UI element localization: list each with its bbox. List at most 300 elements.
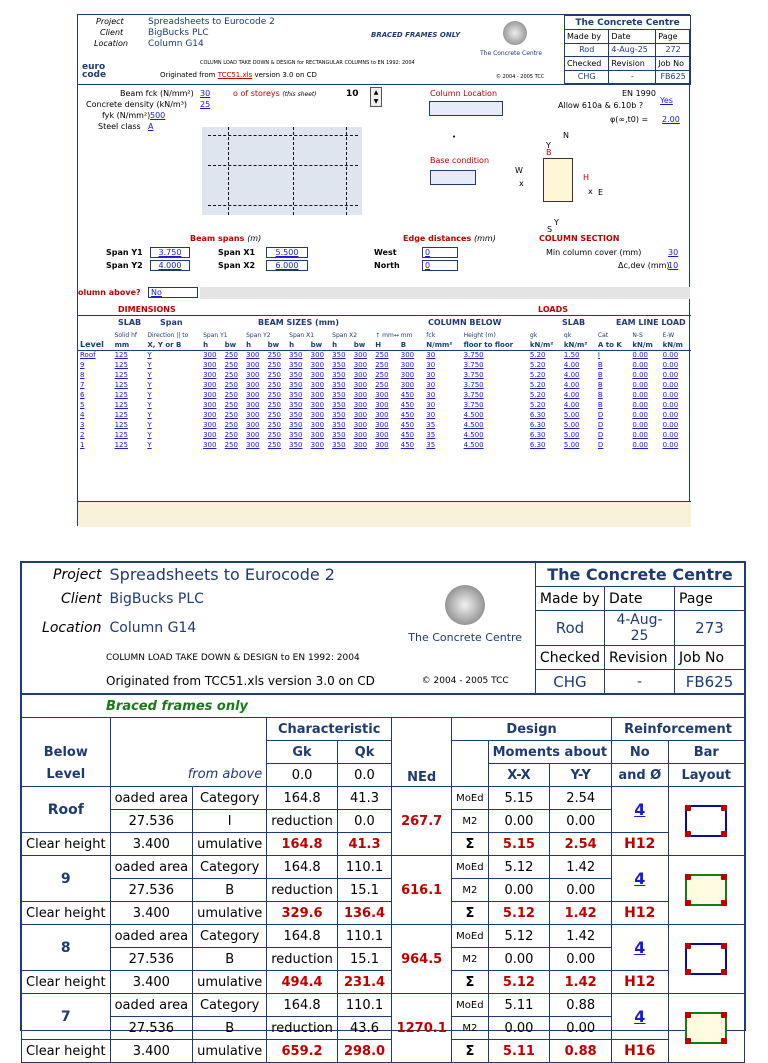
cell-input[interactable]: 125	[114, 381, 128, 389]
rebar-layout-icon	[683, 1010, 729, 1046]
cell-input[interactable]: 300	[375, 401, 389, 409]
cell-input[interactable]: 300	[310, 421, 325, 429]
table-row	[78, 370, 691, 380]
sum-y: 2.54	[550, 833, 612, 856]
footer-band	[78, 501, 691, 527]
rebar-layout-icon	[683, 872, 729, 908]
cell-input[interactable]: 0.00	[662, 431, 679, 439]
beam-fck-input[interactable]: 30	[200, 89, 211, 98]
cell-input[interactable]: 250	[267, 411, 281, 419]
project-label: Project	[96, 17, 124, 26]
cell-input[interactable]: 30	[426, 361, 436, 369]
cell-input[interactable]: 300	[353, 411, 368, 419]
en1990-input[interactable]: Yes	[660, 96, 673, 105]
cell-input[interactable]: 125	[114, 401, 128, 409]
gk-value: 164.8	[267, 856, 338, 879]
reduction-value: 15.1	[337, 948, 391, 971]
cell-input[interactable]: 0.00	[632, 431, 648, 439]
cell-input[interactable]: 5.00	[563, 411, 580, 419]
bar-count[interactable]: 4	[612, 994, 668, 1040]
cell-input[interactable]: 300	[353, 371, 368, 379]
cell-input[interactable]: 250	[224, 391, 238, 399]
cell-input[interactable]: 250	[375, 381, 389, 389]
loaded-area-label: oaded area	[110, 856, 193, 879]
cell-input[interactable]: 250	[224, 401, 238, 409]
cell-input[interactable]: 0.00	[632, 361, 648, 369]
cell-input[interactable]: 350	[332, 381, 346, 389]
cell-input[interactable]: 125	[114, 371, 128, 379]
cell-input[interactable]: 300	[203, 381, 217, 389]
cell-input[interactable]: 300	[400, 351, 415, 360]
span-x1-input[interactable]: 5.500	[266, 247, 308, 258]
cell-input[interactable]: 5.20	[529, 391, 546, 399]
unit-head: kN/m²	[562, 340, 596, 350]
cell-input[interactable]: 250	[224, 431, 238, 439]
cell-input[interactable]: 5.20	[529, 401, 546, 409]
bar-dot	[721, 969, 727, 975]
cell-input[interactable]: I	[597, 351, 600, 360]
cell-input[interactable]: Y	[147, 361, 152, 369]
cell-input[interactable]: 125	[114, 351, 128, 360]
cell-input[interactable]: 300	[353, 351, 368, 360]
cell-input[interactable]: 300	[246, 371, 260, 379]
cell-input[interactable]: 300	[246, 441, 260, 449]
cell-input[interactable]: 0.00	[662, 411, 679, 419]
sum-label: Σ	[452, 833, 488, 856]
cell-input[interactable]: 250	[267, 371, 281, 379]
level-link[interactable]: 6	[80, 391, 85, 399]
cell-input[interactable]: 350	[289, 351, 303, 360]
dev-input[interactable]: 10	[668, 261, 679, 270]
clear-height-label: Clear height	[22, 1040, 111, 1063]
cell-input[interactable]: 4.500	[463, 421, 484, 429]
sum-label: Σ	[452, 902, 488, 925]
storeys-spinner[interactable]: ▲ ▼	[370, 87, 382, 107]
cell-input[interactable]: 300	[310, 441, 325, 449]
grid-line	[346, 127, 347, 215]
column-location-input[interactable]	[429, 101, 503, 116]
cell-input[interactable]: 250	[267, 401, 281, 409]
level-link[interactable]: 9	[80, 361, 85, 369]
table-row	[78, 410, 691, 420]
med-label: MoEd	[452, 994, 488, 1017]
cell-input[interactable]: 350	[332, 361, 346, 369]
cell-input[interactable]: 4.500	[463, 441, 484, 449]
bar-layout-icon	[668, 856, 744, 925]
cell-input[interactable]: 300	[353, 431, 368, 439]
cell-input[interactable]: 300	[246, 421, 260, 429]
cell-input[interactable]: 250	[224, 411, 238, 419]
load-slab-label: SLAB	[562, 318, 586, 327]
fyk-input[interactable]: 500	[150, 111, 166, 120]
beam-line-load-label: EAM LINE LOAD	[616, 318, 686, 327]
cell-input[interactable]: 250	[267, 361, 281, 369]
slab-label: SLAB	[118, 318, 142, 327]
cell-input[interactable]: 125	[114, 391, 128, 399]
cell-input[interactable]: D	[597, 441, 604, 449]
ned-value: 267.7	[392, 787, 452, 856]
cell-input[interactable]: 250	[267, 421, 281, 429]
cell-input[interactable]: 350	[289, 381, 303, 389]
cell-input[interactable]: 350	[332, 431, 346, 439]
cell-input[interactable]: 3.750	[463, 351, 484, 360]
span-x2-input[interactable]: 6.000	[266, 260, 308, 271]
cell-input[interactable]: 350	[332, 411, 346, 419]
cell-input[interactable]: B	[597, 381, 603, 389]
cell-input[interactable]: 0.00	[662, 371, 679, 379]
m2-label: M2	[452, 879, 488, 902]
level-link[interactable]: 4	[80, 411, 85, 419]
cell-input[interactable]: 125	[114, 431, 128, 439]
cell-input[interactable]: 125	[114, 411, 128, 419]
cell-input[interactable]: 250	[267, 391, 281, 399]
density-input[interactable]: 25	[200, 100, 211, 109]
cell-input[interactable]: 250	[267, 431, 281, 439]
cell-input[interactable]: 350	[289, 441, 303, 449]
cover-input[interactable]: 30	[668, 248, 679, 257]
cell-input[interactable]: 300	[375, 411, 389, 419]
cell-input[interactable]: 300	[203, 351, 217, 360]
cell-input[interactable]: 300	[353, 381, 368, 389]
axis-x-left: x	[519, 179, 524, 188]
col-head: E-W	[662, 331, 675, 339]
cell-input[interactable]: 300	[203, 411, 217, 419]
cell-input[interactable]: 300	[310, 351, 325, 360]
en1990-label: EN 1990	[622, 89, 656, 98]
logo-text: The Concrete Centre	[480, 50, 543, 57]
bar-count[interactable]: 4	[612, 787, 668, 833]
cell-input[interactable]: 300	[375, 421, 389, 429]
cell-input[interactable]: 300	[203, 401, 217, 409]
cell-input[interactable]: 0.00	[662, 421, 679, 429]
cell-input[interactable]: 350	[289, 401, 303, 409]
cell-input[interactable]: 4.500	[463, 431, 484, 439]
cell-input[interactable]: 250	[375, 361, 389, 369]
cell-input[interactable]: D	[597, 431, 604, 439]
level-link[interactable]: 7	[80, 381, 85, 389]
level-link[interactable]: 8	[80, 371, 85, 379]
level-link[interactable]: 3	[80, 421, 85, 429]
category-value: I	[193, 810, 267, 833]
cell-input[interactable]: 0.00	[632, 381, 648, 389]
cell-input[interactable]: 0.00	[632, 421, 648, 429]
cell-input[interactable]: 30	[426, 371, 436, 379]
cell-input[interactable]: 125	[114, 421, 128, 429]
cell-input[interactable]: 300	[203, 361, 217, 369]
cell-input[interactable]: 1.50	[563, 351, 580, 360]
west-input[interactable]: 0	[422, 247, 458, 258]
span-y2-input[interactable]: 4.000	[150, 260, 190, 271]
cell-input[interactable]: 450	[400, 401, 415, 409]
cell-input[interactable]: 0.00	[632, 391, 648, 399]
cell-input[interactable]: 250	[224, 441, 238, 449]
cell-input[interactable]: 250	[224, 381, 238, 389]
cell-input[interactable]: 300	[246, 401, 260, 409]
cell-input[interactable]: 450	[400, 441, 415, 449]
cell-input[interactable]: 450	[400, 421, 415, 429]
grey-band	[200, 287, 690, 299]
cell-input[interactable]: 300	[353, 391, 368, 399]
cell-input[interactable]: 300	[246, 411, 260, 419]
cell-input[interactable]: 0.00	[662, 351, 679, 360]
checked-label: Checked	[535, 646, 604, 670]
cell-input[interactable]: 0.00	[632, 351, 648, 360]
cell-input[interactable]: B	[597, 391, 603, 399]
page-value: 272	[656, 43, 691, 57]
phi-input[interactable]: 2.00	[662, 115, 680, 124]
cell-input[interactable]: 5.00	[563, 421, 580, 429]
cell-input[interactable]: Y	[147, 401, 152, 409]
med-y: 0.88	[550, 994, 612, 1017]
cumulative-label: umulative	[193, 833, 267, 856]
beam-spans-unit: (m)	[247, 234, 262, 243]
cell-input[interactable]: 35	[426, 421, 436, 429]
cell-input[interactable]: 350	[289, 391, 303, 399]
cell-input[interactable]: 250	[375, 371, 389, 379]
cell-input[interactable]: 35	[426, 431, 436, 439]
cell-input[interactable]: Y	[147, 381, 152, 389]
cell-input[interactable]: Y	[147, 411, 152, 419]
cell-input[interactable]: 30	[426, 401, 436, 409]
cell-input[interactable]: 250	[224, 421, 238, 429]
cell-input[interactable]: 5.00	[563, 441, 580, 449]
cell-input[interactable]: Y	[147, 441, 152, 449]
cell-input[interactable]: 30	[426, 391, 436, 399]
cell-input[interactable]: B	[597, 371, 603, 379]
cell-input[interactable]: 3.750	[463, 401, 484, 409]
cell-input[interactable]: 30	[426, 411, 436, 419]
cell-input[interactable]: 350	[332, 421, 346, 429]
revision-value: -	[605, 670, 675, 694]
cell-input[interactable]: 300	[203, 391, 217, 399]
span-y1-input[interactable]: 3.750	[150, 247, 190, 258]
cell-input[interactable]: 300	[203, 431, 217, 439]
job-no-label: Job No	[675, 646, 745, 670]
cell-input[interactable]: 300	[375, 391, 389, 399]
cell-input[interactable]: 300	[203, 441, 217, 449]
cell-input[interactable]: 4.500	[463, 411, 484, 419]
cell-input[interactable]: 5.20	[529, 381, 546, 389]
cell-input[interactable]: 300	[400, 381, 415, 389]
design-head: Design	[452, 718, 612, 741]
cell-input[interactable]: D	[597, 411, 604, 419]
sum-x: 5.11	[488, 1040, 550, 1063]
cell-input[interactable]: 300	[203, 421, 217, 429]
axis-n: N	[563, 131, 569, 140]
category-label: Category	[193, 787, 267, 810]
cell-input[interactable]: 3.750	[463, 381, 484, 389]
cell-input[interactable]: Y	[147, 421, 152, 429]
table-row	[78, 380, 691, 390]
cell-input[interactable]: 250	[224, 371, 238, 379]
clear-height-value: 3.400	[110, 902, 193, 925]
cell-input[interactable]: 6.30	[529, 411, 546, 419]
revision-label: Revision	[605, 646, 675, 670]
cell-input[interactable]: 300	[310, 371, 325, 379]
blank-head	[22, 718, 111, 741]
level-link[interactable]: 1	[80, 441, 85, 449]
revision-label: Revision	[609, 57, 656, 71]
cell-input[interactable]: 0.00	[662, 381, 679, 389]
category-value: B	[193, 948, 267, 971]
bar-diameter: H12	[612, 902, 668, 925]
cell-input[interactable]: 0.00	[632, 401, 648, 409]
cell-input[interactable]: D	[597, 421, 604, 429]
cell-input[interactable]: 450	[400, 411, 415, 419]
bar-layout-icon	[668, 994, 744, 1063]
cell-input[interactable]: 0.00	[662, 361, 679, 369]
cell-input[interactable]: 300	[310, 411, 325, 419]
cell-input[interactable]: 4.00	[563, 371, 580, 379]
cell-input[interactable]: 250	[224, 351, 238, 360]
level-name: Roof	[22, 787, 111, 833]
reduction-label: reduction	[267, 810, 338, 833]
bar-count[interactable]: 4	[612, 925, 668, 971]
cell-input[interactable]: 5.20	[529, 351, 546, 360]
cell-input[interactable]: 30	[426, 351, 436, 360]
cell-input[interactable]: 250	[267, 381, 281, 389]
bar-count[interactable]: 4	[612, 856, 668, 902]
cell-input[interactable]: 300	[246, 361, 260, 369]
cell-input[interactable]: 4.00	[563, 401, 580, 409]
cell-input[interactable]: 300	[310, 391, 325, 399]
bar-dot	[721, 874, 727, 880]
cell-input[interactable]: 5.00	[563, 431, 580, 439]
cell-input[interactable]: 5.20	[529, 361, 546, 369]
cell-input[interactable]: 3.750	[463, 361, 484, 369]
concrete-centre-logo-icon	[503, 21, 527, 45]
cell-input[interactable]: 300	[246, 431, 260, 439]
level-link[interactable]: Roof	[80, 351, 96, 360]
cell-input[interactable]: 300	[353, 361, 368, 369]
cell-input[interactable]: 350	[289, 361, 303, 369]
cell-input[interactable]: 6.30	[529, 421, 546, 429]
cell-input[interactable]: 350	[289, 421, 303, 429]
storeys-value: 10	[346, 89, 359, 99]
page-label: Page	[675, 587, 745, 611]
span-x1-label: Span X1	[218, 248, 256, 257]
m2-y: 0.00	[550, 810, 612, 833]
level-link[interactable]: 2	[80, 431, 85, 439]
cell-input[interactable]: 300	[246, 351, 260, 360]
cell-input[interactable]: 250	[375, 351, 389, 360]
made-by-value: Rod	[535, 611, 604, 646]
cell-input[interactable]: 4.00	[563, 361, 580, 369]
span-x2-label: Span X2	[218, 261, 256, 270]
cell-input[interactable]: 250	[224, 361, 238, 369]
cell-input[interactable]: 300	[310, 381, 325, 389]
cumulative-label: umulative	[193, 971, 267, 994]
cell-input[interactable]: 4.00	[563, 381, 580, 389]
cell-input[interactable]: 300	[353, 421, 368, 429]
cell-input[interactable]: 4.00	[563, 391, 580, 399]
cell-input[interactable]: B	[597, 401, 603, 409]
cell-input[interactable]: 350	[289, 431, 303, 439]
cell-input[interactable]: 350	[289, 411, 303, 419]
north-input[interactable]: 0	[422, 260, 458, 271]
cell-input[interactable]: 125	[114, 361, 128, 369]
col-head: Direction || to	[147, 331, 189, 339]
cell-input[interactable]: 350	[332, 441, 346, 449]
cell-input[interactable]: 3.750	[463, 391, 484, 399]
column-above-input[interactable]: No	[148, 287, 198, 298]
cell-input[interactable]: 250	[267, 351, 281, 360]
cell-input[interactable]: Y	[147, 351, 152, 360]
cell-input[interactable]: 350	[332, 391, 346, 399]
level-link[interactable]: 5	[80, 401, 85, 409]
column-section-label: COLUMN SECTION	[539, 234, 620, 243]
cell-input[interactable]: Y	[147, 371, 152, 379]
cell-input[interactable]: 300	[353, 401, 368, 409]
cell-input[interactable]: 450	[400, 391, 415, 399]
steel-class-input[interactable]: A	[148, 122, 154, 131]
yy-head: Y-Y	[550, 764, 612, 787]
cell-input[interactable]: 300	[246, 391, 260, 399]
cell-input[interactable]: 300	[353, 441, 368, 449]
cell-input[interactable]: 300	[310, 401, 325, 409]
cell-input[interactable]: 125	[114, 441, 128, 449]
cell-input[interactable]: 350	[332, 401, 346, 409]
cell-input[interactable]: 30	[426, 381, 436, 389]
cell-input[interactable]: 0.00	[662, 391, 679, 399]
bar-diameter: H12	[612, 833, 668, 856]
cell-input[interactable]: Y	[147, 431, 152, 439]
reduction-value: 0.0	[337, 810, 391, 833]
made-by-label: Made by	[535, 587, 604, 611]
cell-input[interactable]: 300	[400, 371, 415, 379]
med-y: 2.54	[550, 787, 612, 810]
unit-head: kN/m²	[528, 340, 562, 350]
m2-x: 0.00	[488, 810, 550, 833]
cell-input[interactable]: 300	[203, 371, 217, 379]
cell-input[interactable]: 5.20	[529, 371, 546, 379]
cell-input[interactable]: 300	[310, 431, 325, 439]
cell-input[interactable]: 300	[310, 361, 325, 369]
cell-input[interactable]: 0.00	[662, 441, 679, 449]
cell-input[interactable]: 6.30	[529, 431, 546, 439]
cell-input[interactable]: Y	[147, 391, 152, 399]
cell-input[interactable]: 300	[375, 431, 389, 439]
cell-input[interactable]: 0.00	[632, 441, 648, 449]
fyk-label: fyk (N/mm²)	[102, 111, 151, 120]
bar-layout-icon	[668, 787, 744, 856]
cell-input[interactable]: 6.30	[529, 441, 546, 449]
cell-input[interactable]: 300	[375, 441, 389, 449]
cell-input[interactable]: 250	[267, 441, 281, 449]
cover-label: Min column cover (mm)	[546, 248, 642, 257]
cumulative-g: 659.2	[267, 1040, 338, 1063]
dev-label: Δc,dev (mm)	[618, 261, 670, 270]
cell-input[interactable]: 35	[426, 441, 436, 449]
cell-input[interactable]: 0.00	[632, 371, 648, 379]
reduction-label: reduction	[267, 948, 338, 971]
unit-head: Level	[78, 340, 113, 350]
cell-input[interactable]: 350	[289, 371, 303, 379]
cell-input[interactable]: 300	[400, 361, 415, 369]
bar-dot	[685, 1012, 691, 1018]
cell-input[interactable]: 350	[332, 371, 346, 379]
cell-input[interactable]: 300	[246, 381, 260, 389]
cell-input[interactable]: B	[597, 361, 603, 369]
category-value: B	[193, 1017, 267, 1040]
cell-input[interactable]: 3.750	[463, 371, 484, 379]
cell-input[interactable]: 0.00	[632, 411, 648, 419]
cell-input[interactable]: 450	[400, 431, 415, 439]
clear-height-label: Clear height	[22, 971, 111, 994]
cell-input[interactable]: 0.00	[662, 401, 679, 409]
base-condition-input[interactable]	[430, 170, 476, 185]
cell-input[interactable]: 350	[332, 351, 346, 360]
